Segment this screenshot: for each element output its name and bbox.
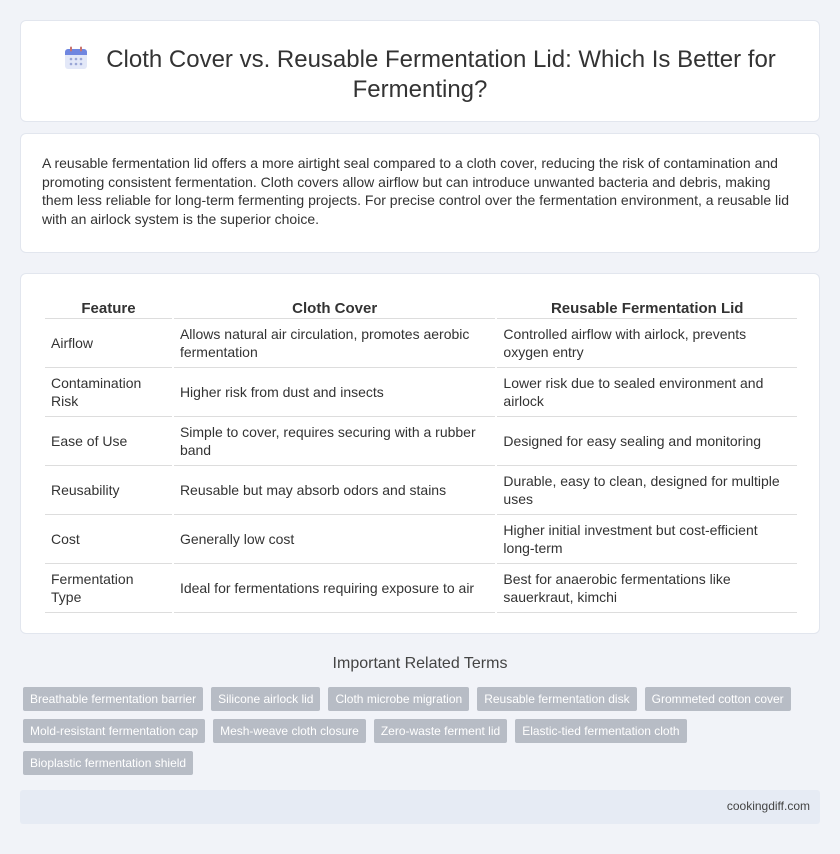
related-term-tag[interactable]: Cloth microbe migration — [328, 687, 469, 711]
related-term-tag[interactable]: Mold-resistant fermentation cap — [23, 719, 205, 743]
feature-cell: Airflow — [45, 319, 172, 368]
related-term-tag[interactable]: Elastic-tied fermentation cloth — [515, 719, 686, 743]
comparison-table — [43, 298, 799, 613]
related-term-tag[interactable]: Grommeted cotton cover — [645, 687, 791, 711]
comparison-card — [20, 273, 820, 634]
header-cloth-cover: Cloth Cover — [174, 298, 495, 319]
feature-cell: Reusability — [45, 466, 172, 515]
table-row — [45, 515, 797, 564]
related-term-tag[interactable]: Bioplastic fermentation shield — [23, 751, 193, 775]
header-reusable-lid: Reusable Fermentation Lid — [497, 298, 797, 319]
feature-cell: Ease of Use — [45, 417, 172, 466]
footer-site-link[interactable]: cookingdiff.com — [726, 799, 810, 813]
table-row — [45, 368, 797, 417]
related-term-tag[interactable]: Mesh-weave cloth closure — [213, 719, 366, 743]
cloth-cover-cell: Generally low cost — [174, 515, 495, 564]
cloth-cover-cell: Ideal for fermentations requiring exposure to air — [174, 564, 495, 613]
related-term-tag[interactable]: Silicone airlock lid — [211, 687, 320, 711]
reusable-lid-cell: Designed for easy sealing and monitoring — [497, 417, 797, 466]
page-title — [61, 45, 779, 105]
feature-cell: Contamination Risk — [45, 368, 172, 417]
table-row — [45, 466, 797, 515]
cloth-cover-cell: Reusable but may absorb odors and stains — [174, 466, 495, 515]
reusable-lid-cell: Durable, easy to clean, designed for multiple uses — [497, 466, 797, 515]
feature-cell: Cost — [45, 515, 172, 564]
table-header-row — [45, 298, 797, 319]
reusable-lid-cell: Higher initial investment but cost-efficient long-term — [497, 515, 797, 564]
footer-bar — [20, 790, 820, 824]
feature-cell: Fermentation Type — [45, 564, 172, 613]
header-feature: Feature — [45, 298, 172, 319]
table-row — [45, 319, 797, 368]
cloth-cover-cell: Simple to cover, requires securing with a rubber band — [174, 417, 495, 466]
intro-card — [20, 133, 820, 253]
related-term-tag[interactable]: Reusable fermentation disk — [477, 687, 636, 711]
related-terms-list — [23, 687, 813, 775]
cloth-cover-cell: Higher risk from dust and insects — [174, 368, 495, 417]
related-term-tag[interactable]: Zero-waste ferment lid — [374, 719, 507, 743]
cloth-cover-cell: Allows natural air circulation, promotes aerobic fermentation — [174, 319, 495, 368]
title-card — [20, 20, 820, 122]
calendar-icon — [64, 46, 88, 70]
table-row — [45, 564, 797, 613]
reusable-lid-cell: Best for anaerobic fermentations like sauerkraut, kimchi — [497, 564, 797, 613]
table-row — [45, 417, 797, 466]
related-terms-heading: Important Related Terms — [332, 655, 508, 672]
reusable-lid-cell: Controlled airflow with airlock, prevents oxygen entry — [497, 319, 797, 368]
intro-paragraph: A reusable fermentation lid offers a more airtight seal compared to a cloth cover, reducing the risk of contamination and promoting consistent fermentation. Cloth covers allow airflow but can introduce unwanted bacteria and debris, making them less reliable for long-term fermenting projects. For precise control over the fermentation environment, a reusable lid with an airlock system is the superior choice. — [42, 155, 790, 227]
page-title-text: Cloth Cover vs. Reusable Fermentation Lid: Which Is Better for Fermenting? — [106, 46, 776, 103]
reusable-lid-cell: Lower risk due to sealed environment and airlock — [497, 368, 797, 417]
related-term-tag[interactable]: Breathable fermentation barrier — [23, 687, 203, 711]
